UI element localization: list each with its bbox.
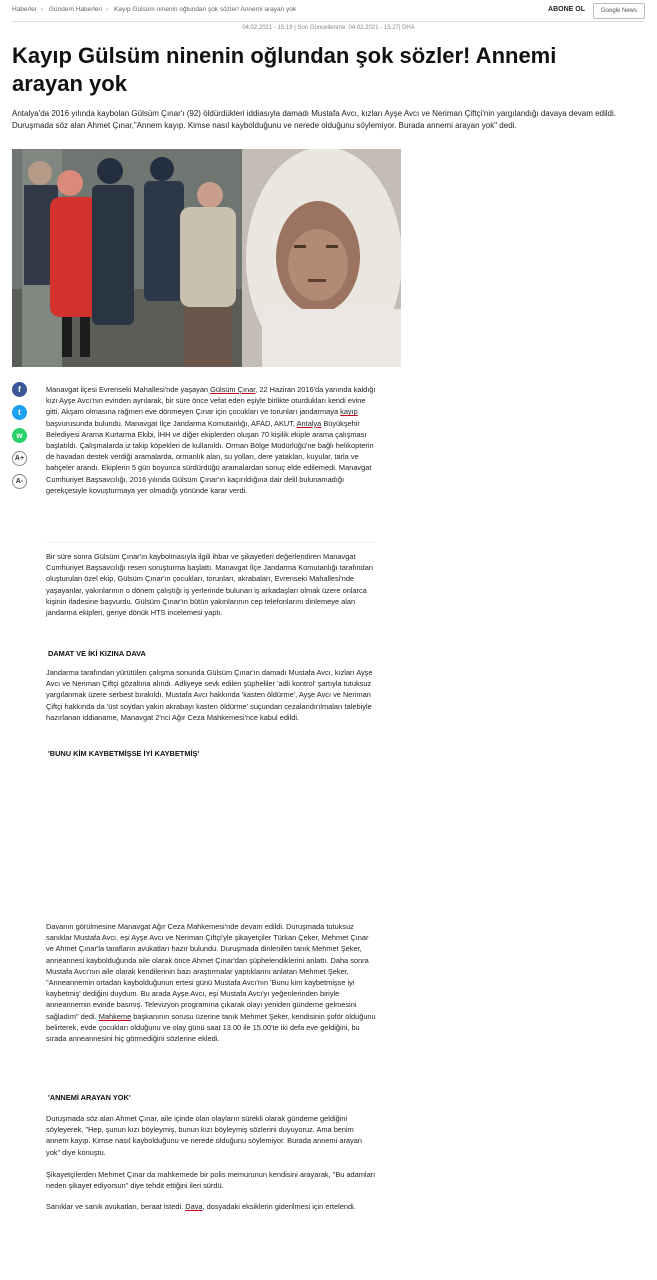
article-paragraph bbox=[46, 384, 376, 496]
paragraph-text: Büyükşehir Belediyesi Arama Kurtarma Ekibi, İHH ve diğer ekiplerden oluşan 70 kişilik ekiple arama çalışması başlatıldı. Çalışmalarda iz takip köpekleri de kullanıldı. Orman Bölge Müdürlüğü'ne bağlı helikopterin de havadan destek verdiği aramalarda, ormanlık alan, su yolları, dere yatakları, kuyular, tarla ve bahçeler arandı. Ekiplerin 5 gün boyunca sürdürdüğü aramalardan sonuç elde edilemedi. Manavgat Cumhuriyet Başsavcılığı, 2016 yılında Gülsüm Çınar'ın kaçırıldığına dair delil bulunamadığı gerekçesiyle kovuşturmaya yer olmadığı yönünde karar verdi. bbox=[46, 418, 374, 495]
tag-link-dava[interactable]: Dava bbox=[185, 1202, 203, 1211]
font-increase-icon[interactable]: A+ bbox=[12, 451, 27, 466]
article-paragraph: Duruşmada söz alan Ahmet Çınar, aile içinde olan olayların sürekli olarak gündeme geldiğini söyleyerek, "Hep, şunun kızı böyleymiş, bunun kızı böyleymiş sözlerini duyuyoruz. Ama benim annem kayıp. Kimse nasıl kaybolduğunu ve nerede olduğunu söylemiyor. Burada annemi arayan yok" diye konuştu. bbox=[46, 1114, 362, 1157]
tag-link-mahkeme[interactable]: Mahkeme bbox=[98, 1011, 132, 1021]
subscribe-label: ABONE OL bbox=[548, 6, 585, 13]
section-divider bbox=[46, 542, 376, 543]
paragraph-text: Manavgat ilçesi Evrenseki Mahallesi'nde yaşayan bbox=[46, 385, 211, 394]
breadcrumb-home[interactable]: Haberler bbox=[12, 6, 37, 13]
top-bar bbox=[12, 6, 645, 20]
paragraph-text: , dosyadaki eksiklerin giderilmesi için ertelendi. bbox=[202, 1202, 356, 1211]
tag-link-kayip[interactable]: kayıp bbox=[340, 407, 358, 417]
twitter-share-icon[interactable]: t bbox=[12, 405, 27, 420]
breadcrumb-separator: › bbox=[40, 6, 44, 13]
article-paragraph: Bir süre sonra Gülsüm Çınar'ın kaybolmasıyla ilgili ihbar ve şikayetleri değerlendiren Manavgat Cumhuriyet Başsavcılığı resen soruşturma başlattı. Manavgat İlçe Jandarma Komutanlığı tarafından oluşturulan özel ekip, Gülsüm Çınar'ın çocukları, torunları, akrabaları, Evrenseki Mahallesi'nde yaşayanlar, yakınlarının o dönem çalıştığı iş yerlerinde bulunan iş arkadaşları olmak üzere onlarca kişinin ifadesine başvurdu. Gülsüm Çınar'ın bütün yakınlarının cep telefonlarını dinlemeye alan jandarma ekipleri, geriye dönük HTS incelemesi yaptı. bbox=[46, 552, 373, 618]
breadcrumb-category[interactable]: Gündem Haberleri bbox=[48, 6, 103, 13]
section-heading: 'BUNU KİM KAYBETMİŞSE İYİ KAYBETMİŞ' bbox=[48, 749, 200, 758]
hero-photo-illustration bbox=[12, 149, 401, 367]
google-news-button[interactable]: Google News bbox=[593, 3, 645, 19]
facebook-share-icon[interactable]: f bbox=[12, 382, 27, 397]
font-decrease-icon[interactable]: A- bbox=[12, 474, 27, 489]
breadcrumb-current: Kayıp Gülsüm ninenin oğlundan şok sözler! Annemi arayan yok bbox=[114, 6, 297, 13]
share-bar bbox=[12, 382, 30, 497]
article-paragraph: Şikayetçilerden Mehmet Çınar da mahkemede bir polis memurunun kendisini arayarak, "Bu adamları neden şikayet ediyorsun" diye tehdit ettiğini ileri sürdü. bbox=[46, 1170, 376, 1191]
breadcrumb-separator: › bbox=[106, 6, 109, 13]
hero-image bbox=[12, 149, 401, 367]
paragraph-text: , 22 Haziran 2016'da yanında kaldığı kızı Ayşe Avcı'nın evinden ayrılarak, bir süre önce vefat eden eşiyle birlikte oturdukları kendi evine gitti. Akşam olmasına rağmen eve dönmeyen Çınar için çocukları ve torunları jandarmaya bbox=[46, 385, 376, 417]
paragraph-text: Davanın görülmesine Manavgat Ağır Ceza Mahkemesi'nde devam edildi. Duruşmada tutuksuz sanıklar Mustafa Avcı, eşi Ayşe Avcı ve Neriman Çiftçi'yle şikayetçiler Türkan Çeker, Mehmet Çınar ve Ahmet Çınar'la tarafların avukatları hazır bulundu. Duruşmada dinlenilen tanık Mehmet Şeker, anneannesi kaybolduğunda aile olarak önce Ahmet Çınar'dan şüphelendiklerini anlattı. Daha sonra Mustafa Avcı'nın aile olarak kendilerinin bazı araştırmalar yaptıklarını anlatan Mehmet Şeker, "Anneannemin ortadan kaybolduğunun ertesi günü Mustafa Avcı'nın 'Bunu kim kaybetmişse iyi kaybetmiş' dediğini duydum. Bu arada Ayşe Avcı, eşi Mustafa Avcı'yı yeğenlerinden biriyle anneannemin evinde basmış. Televizyon programına çıkarak olayı yeniden gündeme gelmesini sağladım" dedi. bbox=[46, 922, 369, 1021]
paragraph-text: başvurusunda bulundu. Manavgat İlçe Jandarma Komutanlığı, AFAD, AKUT, bbox=[46, 418, 297, 428]
whatsapp-share-icon[interactable]: w bbox=[12, 428, 27, 443]
publish-dates: 04.02.2021 - 15:19 | Son Güncellenme: 04.02.2021 - 15:27| DHA bbox=[242, 25, 415, 31]
article-paragraph bbox=[46, 921, 376, 1044]
section-heading: DAMAT VE İKİ KIZINA DAVA bbox=[48, 649, 146, 658]
section-heading: 'ANNEMİ ARAYAN YOK' bbox=[48, 1093, 131, 1102]
article-paragraph bbox=[46, 1201, 376, 1212]
header-divider bbox=[12, 21, 645, 22]
article-summary: Antalya'da 2016 yılında kaybolan Gülsüm Çınar'ı (92) öldürdükleri iddiasıyla damadı Mustafa Avcı, kızları Ayşe Avcı ve Neriman Çiftçi'nin yargılandığı davaya devam edildi. Duruşmada söz alan Ahmet Çınar,"Annem kayıp. Kimse nasıl kaybolduğunu ve nerede olduğunu söylemiyor. Burada annemi arayan yok" dedi. bbox=[12, 109, 617, 130]
article-paragraph: Jandarma tarafından yürütülen çalışma sonunda Gülsüm Çınar'ın damadı Mustafa Avcı, kızları Ayşe Avcı ve Neriman Çiftçi gözaltına alındı. Adliyeye sevk edilen şüpheliler 'adli kontrol' şartıyla tutuksuz yargılanmak üzere serbest bırakıldı. Mustafa Avcı hakkında 'kasten öldürme', Ayşe Avcı ve Neriman Çiftçi hakkında da 'üst soydan yakın akrabayı kasten öldürme' suçundan cezalandırılmaları talebiyle hazırlanan iddianame, Manavgat 2'nci Ağır Ceza Mahkemesi'nce kabul edildi. bbox=[46, 668, 373, 722]
page-title: Kayıp Gülsüm ninenin oğlundan şok sözler! Annemi arayan yok bbox=[12, 43, 557, 96]
paragraph-text: Sanıklar ve sanık avukatları, beraat istedi. bbox=[46, 1202, 186, 1211]
tag-link-gulsum-cinar[interactable]: Gülsüm Çınar bbox=[210, 385, 256, 394]
tag-link-antalya[interactable]: Antalya bbox=[296, 418, 322, 428]
paragraph-text: başkanının sorusu üzerine tanık Mehmet Şeker, kendisinin şoför olduğunu belirterek, evde çocukları olduğunu ve olay günü saat 13.00 ile 15.00'te iki defa eve geldiğini, bu sırada anneannesini hiç görmediğini sözlerine ekledi. bbox=[46, 1011, 376, 1044]
